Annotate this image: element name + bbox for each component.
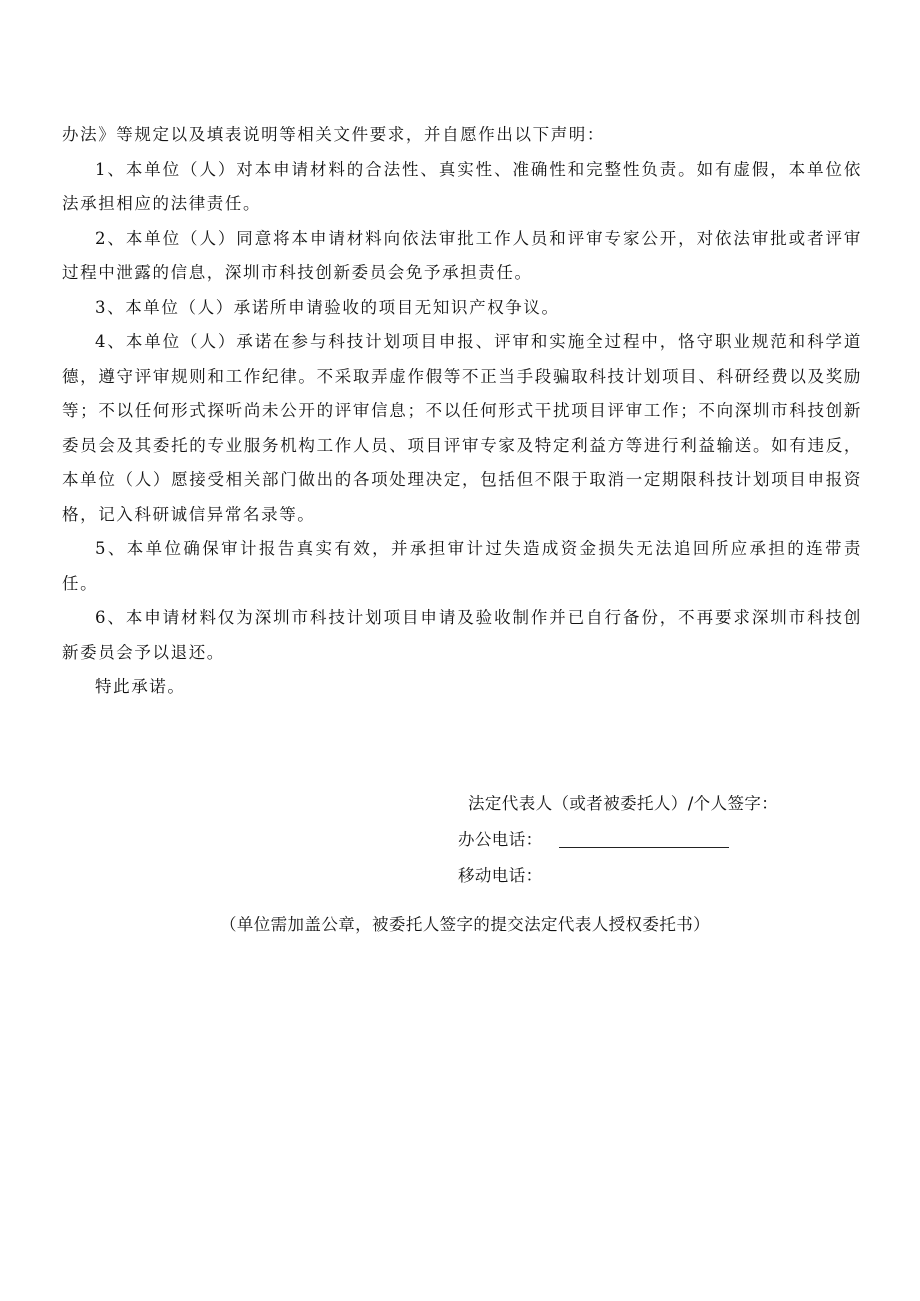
declaration-item-1: 1、本单位（人）对本申请材料的合法性、真实性、准确性和完整性负责。如有虚假，本单位依法承担相应的法律责任。 [62, 159, 862, 213]
mobile-phone-label: 移动电话： [458, 866, 543, 885]
declaration-item-6: 6、本申请材料仅为深圳市科技计划项目申请及验收制作并已自行备份，不再要求深圳市科技创新委员会予以退还。 [62, 608, 862, 662]
office-phone-row [458, 822, 878, 858]
closing-line: 特此承诺。 [95, 677, 186, 696]
mobile-phone-row [458, 858, 878, 894]
office-phone-label: 办公电话： [458, 830, 543, 849]
office-phone-blank-line [559, 833, 729, 848]
signer-label: 法定代表人（或者被委托人）/个人签字： [468, 794, 779, 813]
declaration-item-2: 2、本单位（人）同意将本申请材料向依法审批工作人员和评审专家公开，对依法审批或者评审过程中泄露的信息，深圳市科技创新委员会免予承担责任。 [62, 228, 862, 282]
seal-note: （单位需加盖公章，被委托人签字的提交法定代表人授权委托书） [219, 915, 711, 934]
declaration-item-5: 5、本单位确保审计报告真实有效，并承担审计过失造成资金损失无法追回所应承担的连带责任。 [62, 539, 862, 593]
declaration-body [62, 118, 862, 705]
intro-line: 办法》等规定以及填表说明等相关文件要求，并自愿作出以下声明： [62, 125, 605, 144]
signature-block [458, 786, 878, 894]
declaration-item-4: 4、本单位（人）承诺在参与科技计划项目申报、评审和实施全过程中，恪守职业规范和科学道德，遵守评审规则和工作纪律。不采取弄虚作假等不正当手段骗取科技计划项目、科研经费以及奖励等；不以任何形式探听尚未公开的评审信息；不以任何形式干扰项目评审工作；不向深圳市科技创新委员会及其委托的专业服务机构工作人员、项目评审专家及特定利益方等进行利益输送。如有违反，本单位（人）愿接受相关部门做出的各项处理决定，包括但不限于取消一定期限科技计划项目申报资格，记入科研诚信异常名录等。 [62, 332, 862, 524]
declaration-item-3: 3、本单位（人）承诺所申请验收的项目无知识产权争议。 [95, 297, 560, 317]
